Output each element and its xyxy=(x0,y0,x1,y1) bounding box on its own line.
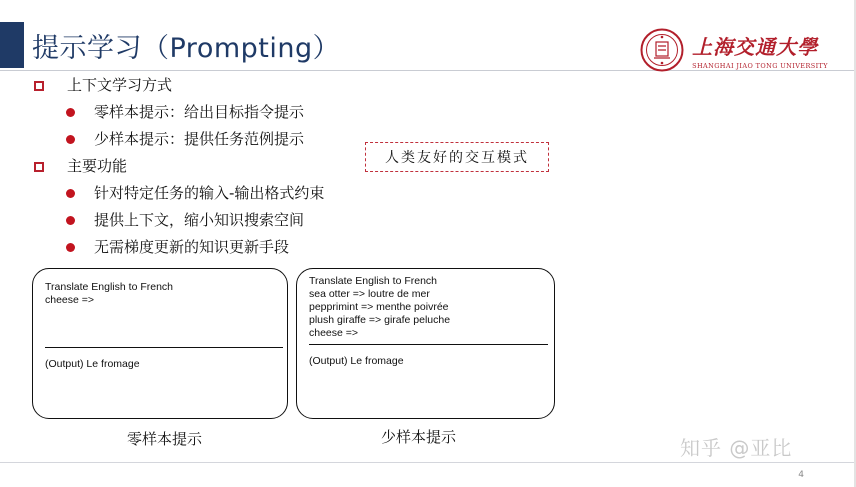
zero-shot-prompt xyxy=(45,281,173,307)
sub-bullet-item xyxy=(66,234,324,261)
page-number: 4 xyxy=(798,470,804,480)
sub-bullet-text: 零样本提示：给出目标指令提示 xyxy=(94,103,305,121)
prompt-line: Translate English to French xyxy=(45,281,174,293)
sub-bullet-item xyxy=(66,99,324,126)
logo-chinese-name: 上海交通大學 xyxy=(692,34,819,59)
bullet-text: 主要功能 xyxy=(67,157,128,175)
bullet-item xyxy=(32,72,324,99)
dot-bullet-icon xyxy=(66,108,75,117)
dot-bullet-icon xyxy=(66,135,75,144)
sub-bullet-item xyxy=(66,126,324,153)
university-logo xyxy=(640,28,828,72)
output-divider xyxy=(45,347,283,348)
logo-english-name: SHANGHAI JIAO TONG UNIVERSITY xyxy=(692,61,828,70)
title-accent-bar xyxy=(0,22,24,68)
prompt-line: pepprimint => menthe poivrée xyxy=(309,301,449,313)
footer-divider xyxy=(0,462,856,463)
few-shot-prompt xyxy=(309,275,450,340)
sub-bullet-text: 针对特定任务的输入-输出格式约束 xyxy=(94,184,325,202)
sub-bullet-text: 提供上下文，缩小知识搜索空间 xyxy=(94,211,305,229)
few-shot-output: (Output) Le fromage xyxy=(309,355,404,367)
callout-box: 人类友好的交互模式 xyxy=(365,142,549,172)
watermark: 知乎 @亚比 xyxy=(680,436,793,460)
output-divider xyxy=(309,344,548,345)
slide-title: 提示学习（Prompting） xyxy=(32,33,341,64)
sub-bullet-text: 少样本提示：提供任务范例提示 xyxy=(94,130,305,148)
seal-icon xyxy=(640,28,684,72)
bullet-item xyxy=(32,153,324,180)
dot-bullet-icon xyxy=(66,189,75,198)
sub-bullet-text: 无需梯度更新的知识更新手段 xyxy=(94,238,290,256)
few-shot-example-box xyxy=(296,268,555,419)
prompt-line: plush giraffe => girafe peluche xyxy=(309,314,451,326)
dot-bullet-icon xyxy=(66,243,75,252)
prompt-line: cheese => xyxy=(45,294,95,306)
few-shot-caption: 少样本提示 xyxy=(381,428,457,446)
zero-shot-caption: 零样本提示 xyxy=(127,430,203,448)
prompt-line: Translate English to French xyxy=(309,275,438,287)
prompt-line: sea otter => loutre de mer xyxy=(309,288,430,300)
zero-shot-example-box xyxy=(32,268,288,419)
sub-bullet-item xyxy=(66,180,324,207)
bullet-text: 上下文学习方式 xyxy=(67,76,173,94)
prompt-line: cheese => xyxy=(309,327,359,339)
dot-bullet-icon xyxy=(66,216,75,225)
square-bullet-icon xyxy=(34,81,44,91)
bullet-list xyxy=(32,72,324,261)
sub-bullet-item xyxy=(66,207,324,234)
square-bullet-icon xyxy=(34,162,44,172)
zero-shot-output: (Output) Le fromage xyxy=(45,358,140,370)
